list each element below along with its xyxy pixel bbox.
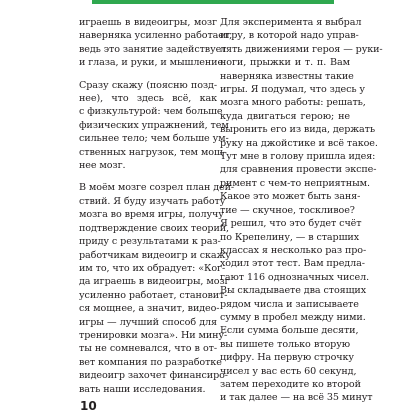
left-text-column [79, 16, 235, 396]
text-line: им то, что их обрадует: «Ког- [79, 262, 226, 274]
text-line: вы пишете только вторую [220, 338, 350, 350]
text-line: Если сумма больше десяти, [220, 325, 359, 337]
text-line: ты не сомневался, что в от- [79, 343, 217, 355]
text-line: для сравнения провести экспе- [220, 164, 377, 176]
text-line: игру, в которой надо управ- [220, 30, 359, 42]
text-line: В моём мозге созрел план дей- [79, 182, 235, 194]
text-line: ведь это занятие задействует [79, 43, 227, 55]
text-line: сумму в пробел между ними. [220, 311, 366, 323]
text-line: Сразу скажу (поясню позд- [79, 79, 217, 91]
text-line: ходил этот тест. Вам предла- [220, 258, 365, 270]
text-line: наверняка усиленно работает, [79, 30, 233, 42]
text-line: гают 116 однозначных чисел. [220, 271, 370, 283]
text-line: и так далее — на всё 35 минут [220, 392, 373, 404]
text-line: классах я несколько раз про- [220, 244, 367, 256]
paragraph [79, 79, 229, 173]
text-line: и глаза, и руки, и мышление. [79, 57, 227, 69]
text-line: тие — скучное, тоскливое? [220, 204, 355, 216]
text-line: лять движениями героя — руки- [220, 43, 383, 55]
top-accent-bar [92, 0, 334, 4]
text-line: руку на джойстике и всё такое. [220, 137, 378, 149]
text-line: подтверждение своих теорий, [79, 222, 229, 234]
text-line: нее), что здесь всё, как [79, 93, 217, 105]
text-line: римент с чем-то неприятным. [220, 177, 370, 189]
text-line: выронить его из вида, держать [220, 124, 375, 136]
text-line: ноги, прыжки и т. п. Вам [220, 57, 350, 69]
text-line: Для эксперимента я выбрал [220, 17, 362, 28]
text-line: ствий. Я буду изучать работу [79, 195, 226, 207]
text-line: физических упражнений, тем [79, 119, 229, 131]
text-line: да играешь в видеоигры, мозг [79, 276, 230, 288]
page-number: 10 [80, 399, 97, 413]
text-line: ственных нагрузок, тем мощ- [79, 146, 226, 158]
text-line: Я решил, что это будет счёт [220, 218, 362, 230]
text-line: тренировки мозга». Ни мину- [79, 329, 228, 341]
text-line: усиленно работает, становит- [79, 289, 228, 301]
paragraph [79, 16, 233, 70]
text-line: наверняка известны такие [220, 70, 354, 82]
text-line: с физкультурой: чем больше [79, 106, 223, 118]
text-line: вет компания по разработке [79, 356, 222, 368]
text-line: сильнее тело; чем больше ум- [79, 133, 229, 145]
text-line: работчикам видеоигр и скажу [79, 249, 231, 261]
text-line: по Крепелину, — в старших [220, 231, 360, 243]
text-line: куда двигаться герою; не [220, 110, 350, 122]
text-line: цифру. На первую строчку [220, 352, 354, 364]
text-line: затем переходите ко второй [220, 378, 361, 390]
text-line: Какое это может быть заня- [220, 191, 361, 203]
text-line: чисел у вас есть 60 секунд, [220, 365, 357, 377]
right-text-column [220, 16, 383, 405]
text-line: Вы складываете два стоящих [220, 285, 367, 297]
paragraph [79, 181, 235, 396]
text-line: мозга во время игры, получу [79, 209, 224, 221]
text-line: ся мощнее, а значит, видео- [79, 303, 220, 315]
text-line: играешь в видеоигры, мозг [79, 17, 217, 28]
text-line: приду с результатами к раз- [79, 236, 221, 248]
text-line: игры. Я подумал, что здесь у [220, 84, 365, 96]
text-line: нее мозг. [79, 160, 126, 172]
paragraph [220, 16, 383, 405]
text-line: Тут мне в голову пришла идея: [220, 151, 376, 163]
text-line: мозга много работы: решать, [220, 97, 366, 109]
text-line: рядом числа и записываете [220, 298, 359, 310]
text-line: игры — лучший способ для [79, 316, 217, 328]
text-line: видеоигр захочет финансиро- [79, 370, 228, 382]
text-line: вать наши исследования. [79, 383, 206, 395]
